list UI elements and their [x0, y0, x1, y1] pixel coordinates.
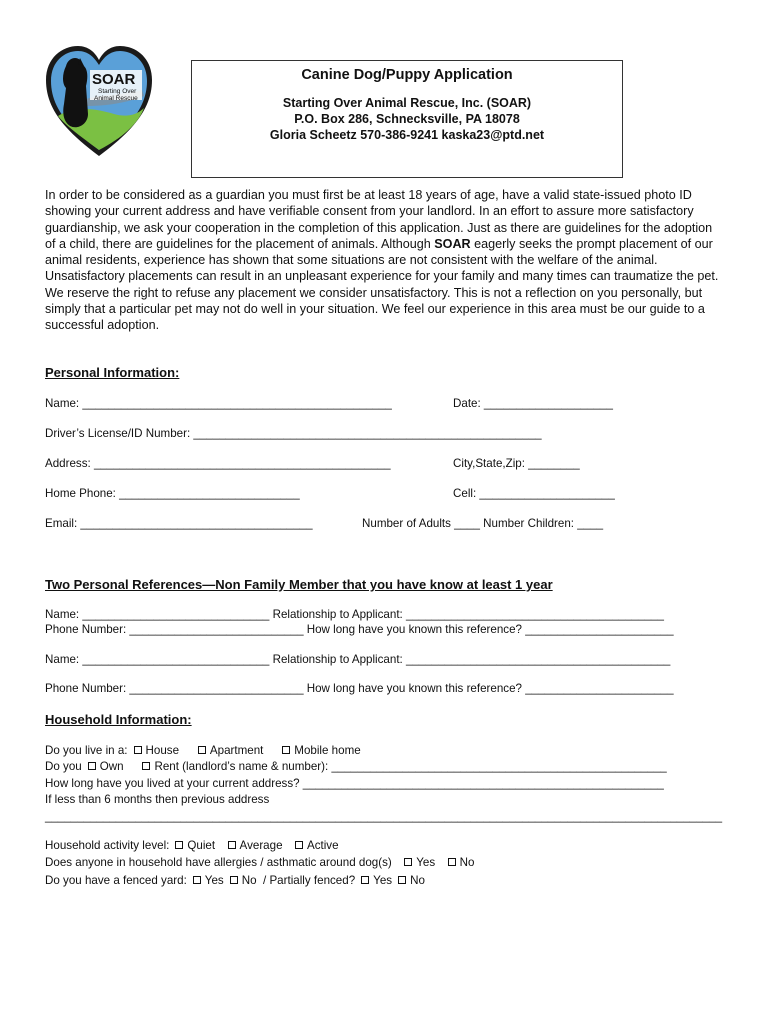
- reference2-phone-field[interactable]: Phone Number: ___________________________ How long have you known this reference? _______________________: [45, 682, 674, 695]
- allergy-yes-label: Yes: [416, 856, 436, 869]
- fenced-label: Do you have a fenced yard:: [45, 874, 187, 887]
- average-label: Average: [239, 839, 283, 852]
- date-field[interactable]: Date: ____________________: [453, 397, 613, 410]
- allergy-no-label: No: [459, 856, 475, 869]
- logo-line2: Animal Rescue: [94, 95, 138, 102]
- reference2-name-field[interactable]: Name: _____________________________ Relationship to Applicant: _________________________________________: [45, 653, 671, 666]
- page-title: Canine Dog/Puppy Application: [301, 67, 513, 83]
- quiet-checkbox[interactable]: [175, 841, 183, 849]
- partial-no-checkbox[interactable]: [398, 876, 406, 884]
- mobile-home-checkbox[interactable]: [282, 746, 290, 754]
- activity-label: Household activity level:: [45, 839, 170, 852]
- previous-address-label: If less than 6 months then previous address: [45, 793, 270, 806]
- household-count-field[interactable]: Number of Adults ____ Number Children: ____: [362, 517, 604, 530]
- previous-address-field[interactable]: _________________________________________________________________________________________________________: [45, 810, 723, 823]
- fenced-yes-checkbox[interactable]: [193, 876, 201, 884]
- partial-yes-label: Yes: [373, 874, 393, 887]
- home-phone-field[interactable]: Home Phone: ____________________________: [45, 487, 300, 500]
- intro-paragraph: [45, 187, 725, 334]
- live-in-label: Do you live in a:: [45, 744, 128, 757]
- household-heading: Household Information:: [45, 712, 192, 727]
- own-checkbox[interactable]: [88, 762, 96, 770]
- soar-logo: [44, 44, 154, 158]
- org-contact: Gloria Scheetz 570-386-9241 kaska23@ptd.net: [269, 128, 545, 142]
- logo-name: SOAR: [92, 71, 136, 88]
- reference1-phone-field[interactable]: Phone Number: ___________________________ How long have you known this reference? _______________________: [45, 623, 674, 636]
- rent-field[interactable]: Rent (landlord’s name & number): ____________________________________________________: [154, 760, 667, 773]
- residence-duration-field[interactable]: How long have you lived at your current address? ________________________________________________________: [45, 777, 664, 790]
- header-box: [191, 60, 623, 178]
- partial-yes-checkbox[interactable]: [361, 876, 369, 884]
- apartment-label: Apartment: [209, 744, 264, 757]
- intro-part2: eagerly seeks the prompt placement of our animal residents, experience has shown that some situations are not consistent with the welfare of the animal. Unsatisfactory placements can result in an unpleasant experience for your family and many times can traumatize the pet. We reserve the right to refuse any placement we consider unsatisfactory. This is not a reflection on you personally, but simply that a particular pet may not do well in your situation. We feel our experience in this area must be our guide to a successful adoption.: [45, 236, 719, 333]
- name-field[interactable]: Name: ________________________________________________: [45, 397, 392, 410]
- live-in-row: [45, 744, 361, 757]
- active-checkbox[interactable]: [295, 841, 303, 849]
- own-rent-row: [45, 760, 667, 773]
- org-address: P.O. Box 286, Schnecksville, PA 18078: [294, 112, 520, 126]
- house-checkbox[interactable]: [134, 746, 142, 754]
- allergy-row: [45, 856, 474, 869]
- mobile-home-label: Mobile home: [294, 744, 361, 757]
- average-checkbox[interactable]: [228, 841, 236, 849]
- do-you-label: Do you: [45, 760, 82, 773]
- quiet-label: Quiet: [187, 839, 216, 852]
- fenced-yes-label: Yes: [204, 874, 224, 887]
- intro-bold: SOAR: [434, 236, 471, 251]
- partial-no-label: No: [410, 874, 425, 887]
- org-name: Starting Over Animal Rescue, Inc. (SOAR): [282, 96, 532, 110]
- logo-line1: Starting Over: [98, 88, 137, 95]
- fenced-no-label: No: [241, 874, 257, 887]
- reference1-name-field[interactable]: Name: _____________________________ Relationship to Applicant: ________________________________________: [45, 608, 664, 621]
- apartment-checkbox[interactable]: [198, 746, 206, 754]
- references-heading: Two Personal References—Non Family Member that you have know at least 1 year: [45, 577, 553, 592]
- own-label: Own: [99, 760, 124, 773]
- allergy-label: Does anyone in household have allergies / asthmatic around dog(s): [45, 856, 392, 869]
- activity-row: [45, 839, 339, 852]
- city-state-zip-field[interactable]: City,State,Zip: ________: [453, 457, 580, 470]
- intro-part1: In order to be considered as a guardian you must first be at least 18 years of age, have a valid state-issued photo ID showing your current address and have verifiable consent from your landlord. In an effort to assure more satisfactory guardianship, we ask your cooperation in the completion of this application. Just as there are guidelines for the adoption of a child, there are guidelines for the placement of animals. Although: [45, 188, 713, 251]
- partially-fenced-label: / Partially fenced?: [263, 874, 356, 887]
- cell-field[interactable]: Cell: _____________________: [453, 487, 615, 500]
- fenced-no-checkbox[interactable]: [230, 876, 238, 884]
- email-field[interactable]: Email: ____________________________________: [45, 517, 313, 530]
- address-field[interactable]: Address: ______________________________________________: [45, 457, 391, 470]
- license-field[interactable]: Driver’s License/ID Number: ______________________________________________________: [45, 427, 542, 440]
- allergy-no-checkbox[interactable]: [448, 858, 456, 866]
- fenced-row: [45, 874, 425, 887]
- allergy-yes-checkbox[interactable]: [404, 858, 412, 866]
- personal-heading: Personal Information:: [45, 365, 180, 380]
- rent-checkbox[interactable]: [142, 762, 150, 770]
- active-label: Active: [306, 839, 339, 852]
- house-label: House: [145, 744, 180, 757]
